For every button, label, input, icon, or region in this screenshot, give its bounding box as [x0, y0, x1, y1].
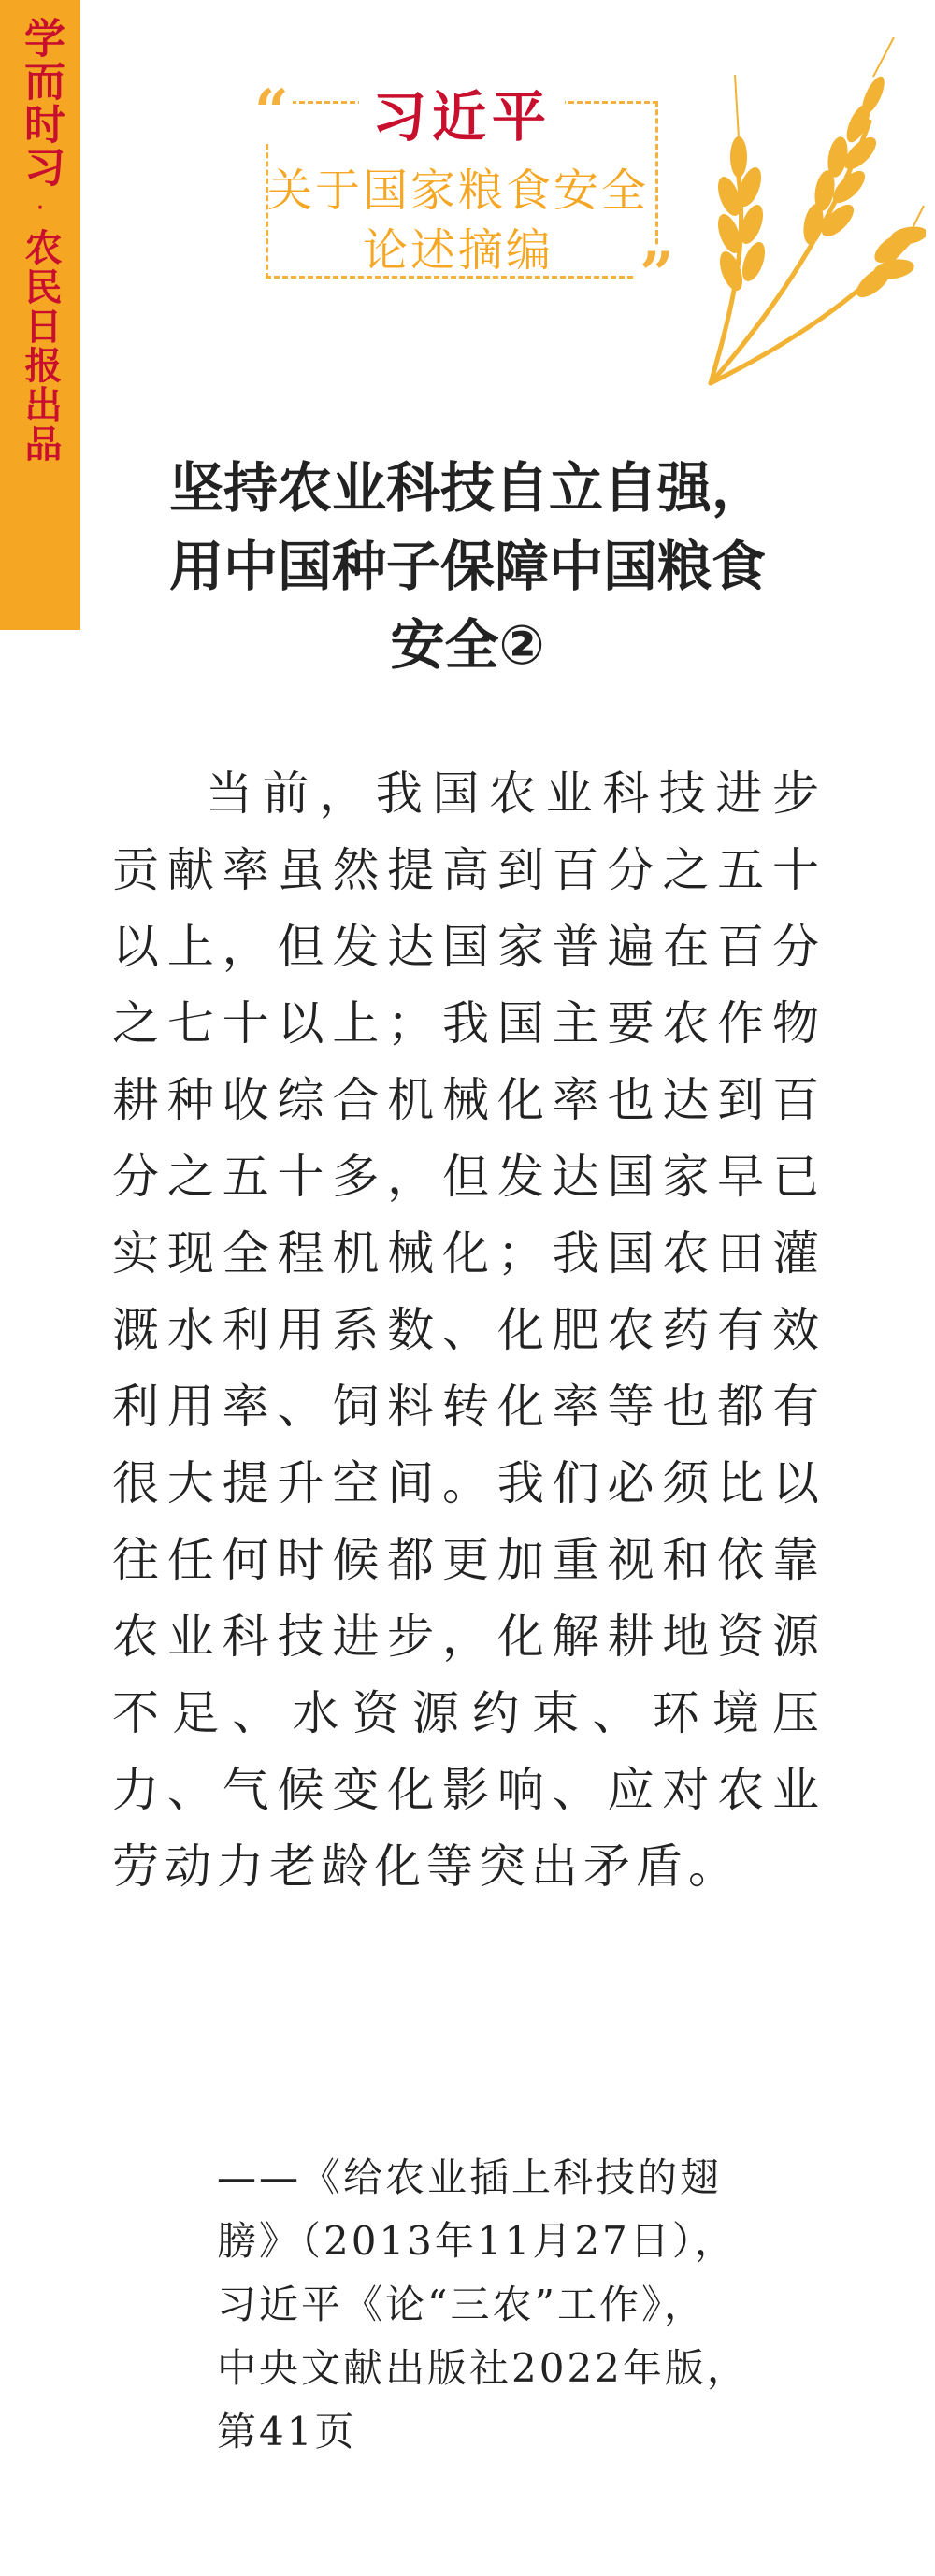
- body-paragraph: 当前，我国农业科技进步贡献率虽然提高到百分之五十以上，但发达国家普遍在百分之七十以上；我国主要农作物耕种收综合机械化率也达到百分之五十多，但发达国家早已实现全程机械化；我国农田灌溉水利用系数、化肥农药有效利用率、饲料转化率等也都有很大提升空间。我们必须比以往任何时候都更加重视和依靠农业科技进步，化解耕地资源不足、水资源约束、环境压力、气候变化影响、应对农业劳动力老龄化等突出矛盾。: [112, 766, 825, 1894]
- header-subtitle-line: 论述摘编: [362, 224, 554, 277]
- citation-line: 习近平《论“三农”工作》，: [217, 2282, 706, 2327]
- open-quote-icon: “: [251, 82, 293, 142]
- citation-line: 第41页: [217, 2409, 357, 2454]
- citation-line: ——《给农业插上科技的翅: [217, 2154, 723, 2200]
- citation-line: 中央文献出版社2022年版，: [217, 2345, 749, 2391]
- side-column-tag: [0, 0, 80, 630]
- article-title: [94, 449, 842, 684]
- column-brand: 学而时习: [17, 17, 65, 189]
- header-subtitle: [215, 161, 701, 280]
- title-line: 用中国种子保障中国粮食: [168, 535, 766, 598]
- citation: [217, 2146, 815, 2464]
- title-line: 坚持农业科技自立自强，: [168, 456, 766, 520]
- title-line: 安全②: [390, 613, 545, 677]
- close-quote-icon: ”: [636, 245, 678, 305]
- publisher-label: 农民日报出品: [19, 228, 62, 464]
- tag-separator: ·: [36, 192, 45, 224]
- header-name: 习近平: [266, 84, 658, 150]
- wheat-icon: [673, 37, 926, 393]
- citation-line: 膀》（2013年11月27日），: [217, 2218, 737, 2264]
- header-subtitle-line: 关于国家粮食安全: [266, 165, 649, 217]
